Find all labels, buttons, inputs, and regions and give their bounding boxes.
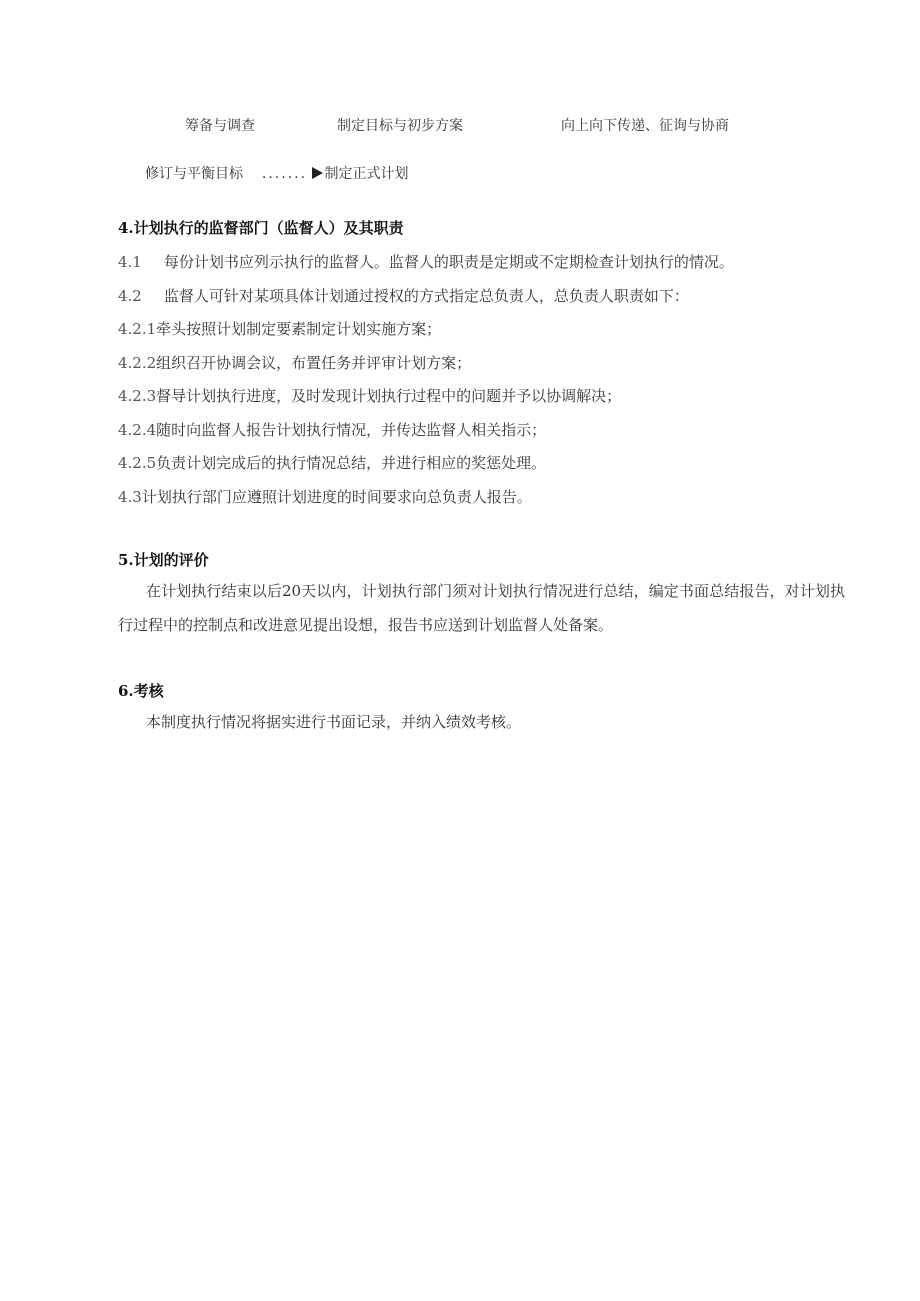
- flow-row-final: [145, 163, 409, 183]
- section-6-paragraph: 本制度执行情况将据实进行书面记录，并纳入绩效考核。: [146, 713, 522, 731]
- clause-4-2-4: [118, 419, 546, 440]
- flow-step-preparation: 筹备与调查: [185, 118, 255, 134]
- clause-number: 4.1: [118, 253, 142, 271]
- clause-text: 负责计划完成后的执行情况总结，并进行相应的奖惩处理。: [156, 454, 547, 472]
- clause-text: 计划执行部门应遵照计划进度的时间要求向总负责人报告。: [141, 488, 532, 506]
- clause-number: 4.2.3: [118, 387, 157, 405]
- clause-text: 督导计划执行进度，及时发现计划执行过程中的问题并予以协调解决；: [156, 387, 622, 405]
- clause-number: 4.2.4: [118, 421, 157, 439]
- clause-number: 4.3: [118, 488, 142, 506]
- flow-step-formal-plan: 制定正式计划: [324, 166, 409, 182]
- clause-text: 监督人可针对某项具体计划通过授权的方式指定总负责人，总负责人职责如下：: [163, 287, 689, 305]
- clause-4-2: [118, 285, 689, 306]
- flow-step-consultation: 向上向下传递、征询与协商: [561, 118, 729, 134]
- clause-4-2-1: [118, 318, 441, 339]
- section-5-paragraph: 在计划执行结束以后20天以内，计划执行部门须对计划执行情况进行总结，编定书面总结报告，对计划执行过程中的控制点和改进意见提出设想，报告书应送到计划监督人处备案。: [118, 582, 845, 634]
- clause-number: 4.2: [118, 287, 142, 305]
- clause-4-2-3: [118, 385, 621, 406]
- clause-text: 牵头按照计划制定要素制定计划实施方案；: [156, 320, 442, 338]
- clause-text: 每份计划书应列示执行的监督人。监督人的职责是定期或不定期检查计划执行的情况。: [163, 253, 734, 271]
- flow-step-revision: 修订与平衡目标: [145, 166, 243, 182]
- clause-number: 4.2.2: [118, 354, 157, 372]
- section-6-heading: 6.考核: [118, 682, 164, 700]
- clause-4-1: [118, 251, 734, 272]
- clause-number: 4.2.1: [118, 320, 157, 338]
- clause-4-2-5: [118, 452, 546, 473]
- flow-dots: .......: [261, 166, 308, 182]
- clause-text: 随时向监督人报告计划执行情况，并传达监督人相关指示；: [156, 421, 547, 439]
- section-4-heading: 4.计划执行的监督部门（监督人）及其职责: [118, 219, 404, 237]
- clause-text: 组织召开协调会议，布置任务并评审计划方案；: [156, 354, 472, 372]
- clause-4-3: [118, 486, 532, 507]
- clause-number: 4.2.5: [118, 454, 157, 472]
- arrow-right-icon: [312, 167, 323, 179]
- flow-step-goal-setting: 制定目标与初步方案: [337, 118, 463, 134]
- clause-4-2-2: [118, 352, 471, 373]
- section-5-heading: 5.计划的评价: [118, 551, 209, 569]
